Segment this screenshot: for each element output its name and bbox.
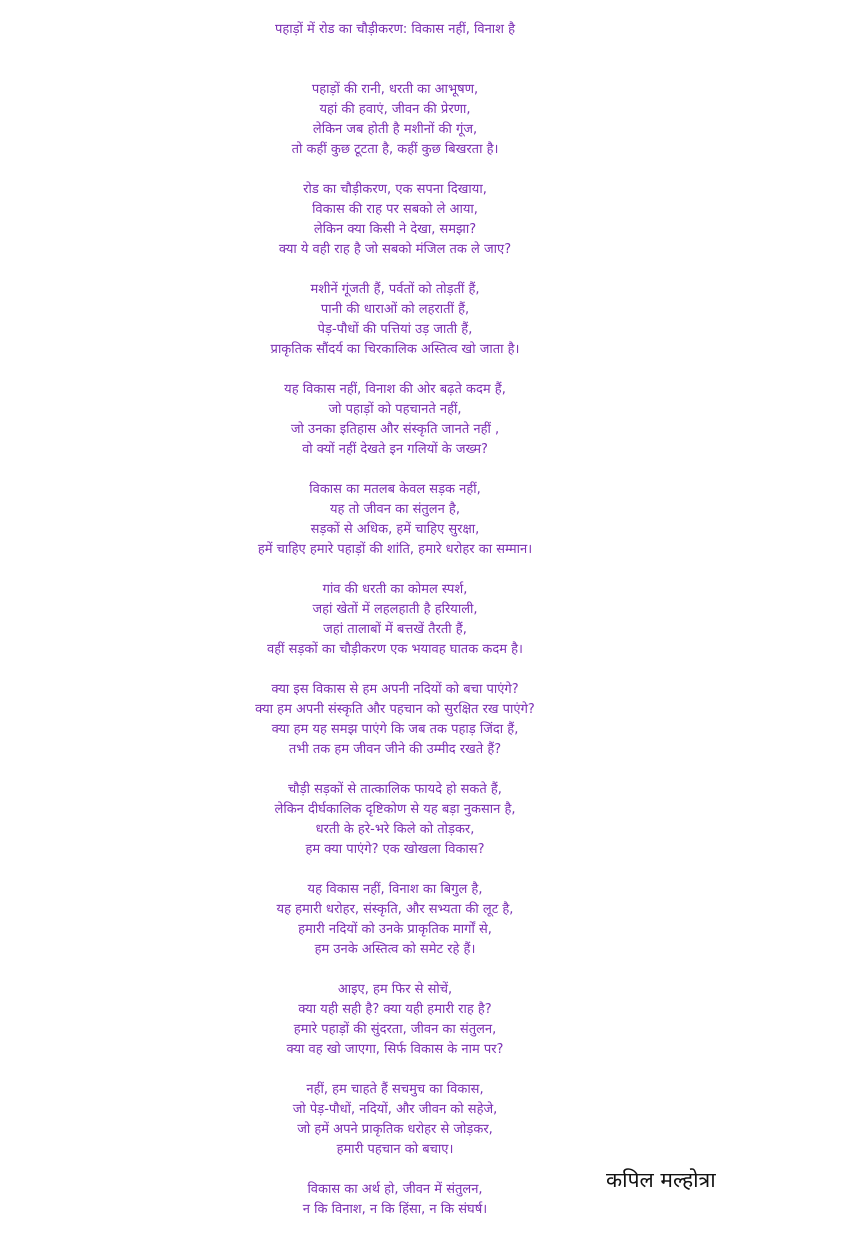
poem-line: क्या इस विकास से हम अपनी नदियों को बचा पाएंगे? — [271, 682, 519, 697]
poem-line: यह विकास नहीं, विनाश का बिगुल है, — [307, 882, 483, 897]
poem-line: हम उनके अस्तित्व को समेट रहे हैं। — [314, 942, 476, 957]
poem-line: न कि विनाश, न कि हिंसा, न कि संघर्ष। — [302, 1202, 488, 1217]
poem-line: यहां की हवाएं, जीवन की प्रेरणा, — [319, 102, 471, 117]
poem-line: हमारी पहचान को बचाए। — [336, 1142, 454, 1157]
poem-line: गांव की धरती का कोमल स्पर्श, — [322, 582, 468, 597]
poem-line: हमारे पहाड़ों की सुंदरता, जीवन का संतुलन, — [293, 1022, 497, 1037]
poem-line: पहाड़ों की रानी, धरती का आभूषण, — [311, 82, 479, 97]
poem-line: क्या यही सही है? क्या यही हमारी राह है? — [298, 1002, 492, 1017]
poem-line: तो कहीं कुछ टूटता है, कहीं कुछ बिखरता है। — [291, 142, 499, 157]
stanza — [0, 980, 790, 1060]
poem-line: हमारी नदियों को उनके प्राकृतिक मार्गों से, — [298, 922, 492, 937]
stanza — [0, 380, 790, 460]
stanza — [0, 480, 790, 560]
poem-line: धरती के हरे-भरे किले को तोड़कर, — [315, 822, 475, 837]
poem-line: क्या हम अपनी संस्कृति और पहचान को सुरक्षित रख पाएंगे? — [255, 702, 535, 717]
poem-line: मशीनें गूंजती हैं, पर्वतों को तोड़तीं हैं, — [310, 282, 480, 297]
poem-line: क्या ये वही राह है जो सबको मंजिल तक ले जाए? — [278, 242, 512, 257]
poem-line: पानी की धाराओं को लहरातीं हैं, — [320, 302, 470, 317]
poem-line: प्राकृतिक सौंदर्य का चिरकालिक अस्तित्व खो जाता है। — [270, 342, 520, 357]
poem-line: हमें चाहिए हमारे पहाड़ों की शांति, हमारे धरोहर का सम्मान। — [257, 542, 533, 557]
poem-line: विकास का मतलब केवल सड़क नहीं, — [309, 482, 481, 497]
poem-line: जहां खेतों में लहलहाती है हरियाली, — [312, 602, 478, 617]
poem-line: क्या हम यह समझ पाएंगे कि जब तक पहाड़ जिंदा हैं, — [271, 722, 519, 737]
poem-line: लेकिन जब होती है मशीनों की गूंज, — [312, 122, 478, 137]
poem-line: चौड़ी सड़कों से तात्कालिक फायदे हो सकते हैं, — [288, 782, 502, 797]
stanza — [0, 180, 790, 260]
stanza — [0, 280, 790, 360]
poem-title: पहाड़ों में रोड का चौड़ीकरण: विकास नहीं, विनाश है — [274, 22, 516, 37]
poem-line: नहीं, हम चाहते हैं सचमुच का विकास, — [306, 1082, 484, 1097]
poem-line: जहां तालाबों में बत्तखें तैरती हैं, — [323, 622, 467, 637]
poem-line: सड़कों से अधिक, हमें चाहिए सुरक्षा, — [310, 522, 480, 537]
poem-line: वहीं सड़कों का चौड़ीकरण एक भयावह घातक कदम है। — [267, 642, 523, 657]
poem-line: विकास का अर्थ हो, जीवन में संतुलन, — [307, 1182, 483, 1197]
poem-line: जो हमें अपने प्राकृतिक धरोहर से जोड़कर, — [297, 1122, 493, 1137]
stanza — [0, 580, 790, 660]
poem-line: विकास की राह पर सबको ले आया, — [312, 202, 478, 217]
poem-line: जो पेड़-पौधों, नदियों, और जीवन को सहेजे, — [292, 1102, 498, 1117]
poem-line: लेकिन क्या किसी ने देखा, समझा? — [313, 222, 477, 237]
poem-line: जो पहाड़ों को पहचानते नहीं, — [328, 402, 462, 417]
poem-line: आइए, हम फिर से सोचें, — [337, 982, 453, 997]
poem-body — [0, 80, 790, 1240]
poem-line: हम क्या पाएंगे? एक खोखला विकास? — [305, 842, 485, 857]
author-signature: कपिल मल्होत्रा — [606, 1168, 716, 1192]
poem-line: रोड का चौड़ीकरण, एक सपना दिखाया, — [303, 182, 487, 197]
poem-line: यह हमारी धरोहर, संस्कृति, और सभ्यता की लूट है, — [276, 902, 514, 917]
poem-line: यह तो जीवन का संतुलन है, — [330, 502, 460, 517]
poem-line: वो क्यों नहीं देखते इन गलियों के जख्म? — [302, 442, 488, 457]
poem-line: क्या वह खो जाएगा, सिर्फ विकास के नाम पर? — [286, 1042, 504, 1057]
stanza — [0, 80, 790, 160]
stanza — [0, 880, 790, 960]
poem-line: यह विकास नहीं, विनाश की ओर बढ़ते कदम हैं, — [284, 382, 506, 397]
stanza — [0, 1080, 790, 1160]
poem-line: लेकिन दीर्घकालिक दृष्टिकोण से यह बड़ा नुकसान है, — [274, 802, 516, 817]
poem-line: तभी तक हम जीवन जीने की उम्मीद रखते हैं? — [288, 742, 502, 757]
stanza — [0, 680, 790, 760]
stanza — [0, 780, 790, 860]
poem-line: जो उनका इतिहास और संस्कृति जानते नहीं , — [290, 422, 500, 437]
poem-line: पेड़-पौधों की पत्तियां उड़ जाती हैं, — [317, 322, 473, 337]
